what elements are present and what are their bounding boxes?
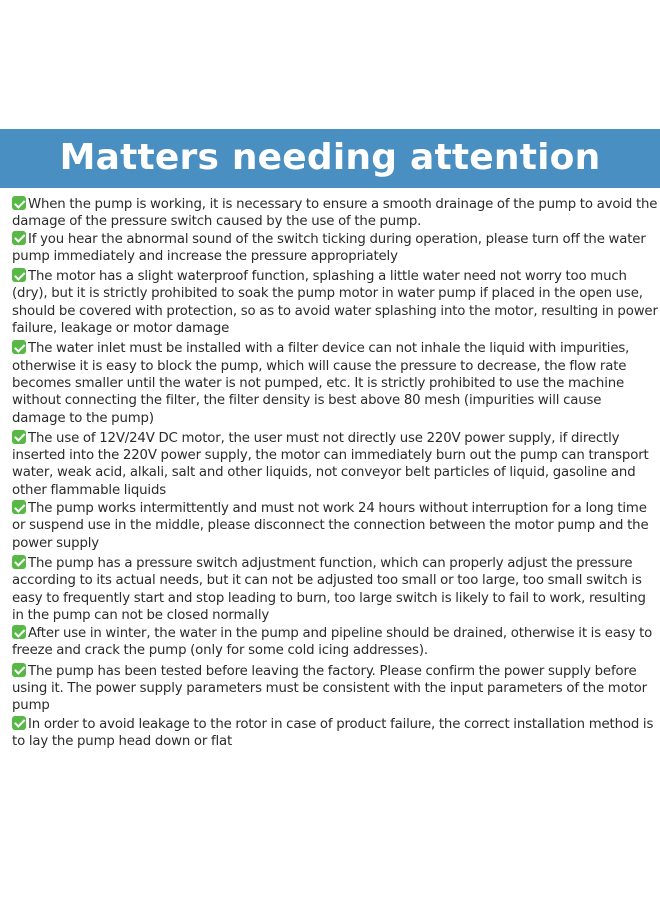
check-mark-icon (12, 716, 26, 730)
page-title: Matters needing attention (59, 136, 601, 178)
note-item (12, 716, 658, 751)
note-item (12, 196, 658, 231)
note-text: If you hear the abnormal sound of the switch ticking during operation, please turn off the water pump immediately and increase the pressure appropriately (12, 231, 646, 264)
check-mark-icon (12, 500, 26, 514)
note-text: The pump works intermittently and must not work 24 hours without interruption for a long time or suspend use in the middle, please disconnect the connection between the motor pump and the power supply (12, 501, 649, 551)
note-item (12, 663, 658, 715)
note-item (12, 340, 658, 426)
note-item (12, 555, 658, 624)
note-item (12, 500, 658, 552)
check-mark-icon (12, 268, 26, 282)
note-item (12, 430, 658, 499)
check-mark-icon (12, 555, 26, 569)
note-text: When the pump is working, it is necessary to ensure a smooth drainage of the pump to avoid the damage of the pressure switch caused by the use of the pump. (12, 197, 658, 230)
note-text: The use of 12V/24V DC motor, the user must not directly use 220V power supply, if directly inserted into the 220V power supply, the motor can immediately burn out the pump can transport water, weak acid, alkali, salt and other liquids, not conveyor belt particles of liquid, gasoline and other flammable liquids (12, 430, 649, 498)
check-mark-icon (12, 663, 26, 677)
note-text: In order to avoid leakage to the rotor in case of product failure, the correct installation method is to lay the pump head down or flat (12, 716, 654, 749)
check-mark-icon (12, 430, 26, 444)
note-item (12, 625, 658, 660)
check-mark-icon (12, 340, 26, 354)
check-mark-icon (12, 231, 26, 245)
note-text: The pump has been tested before leaving the factory. Please confirm the power supply before using it. The power supply parameters must be consistent with the input parameters of the motor pump (12, 663, 647, 714)
note-item (12, 268, 658, 337)
note-text: The pump has a pressure switch adjustment function, which can properly adjust the pressure according to its actual needs, but it can not be adjusted too small or too large, too small switch is easy to frequently start and stop leading to burn, too large switch is likely to fail to work, resulting in the pump can not be closed normally (12, 555, 646, 623)
note-text: The motor has a slight waterproof function, splashing a little water need not worry too much (dry), but it is strictly prohibited to soak the pump motor in water pump if placed in the open use, should be covered with protection, so as to avoid water splashing into the motor, resulting in power failure, leakage or motor damage (12, 269, 658, 337)
title-banner (0, 129, 660, 188)
attention-notes-list (12, 196, 658, 750)
note-text: The water inlet must be installed with a filter device can not inhale the liquid with impurities, otherwise it is easy to block the pump, which will cause the pressure to decrease, the flow rate becomes smaller until the water is not pumped, etc. It is strictly prohibited to use the machine without connecting the filter, the filter density is best above 80 mesh (impurities will cause damage to the pump) (12, 341, 630, 426)
note-item (12, 231, 658, 266)
check-mark-icon (12, 196, 26, 210)
note-text: After use in winter, the water in the pump and pipeline should be drained, otherwise it is easy to freeze and crack the pump (only for some cold icing addresses). (12, 626, 653, 659)
check-mark-icon (12, 625, 26, 639)
